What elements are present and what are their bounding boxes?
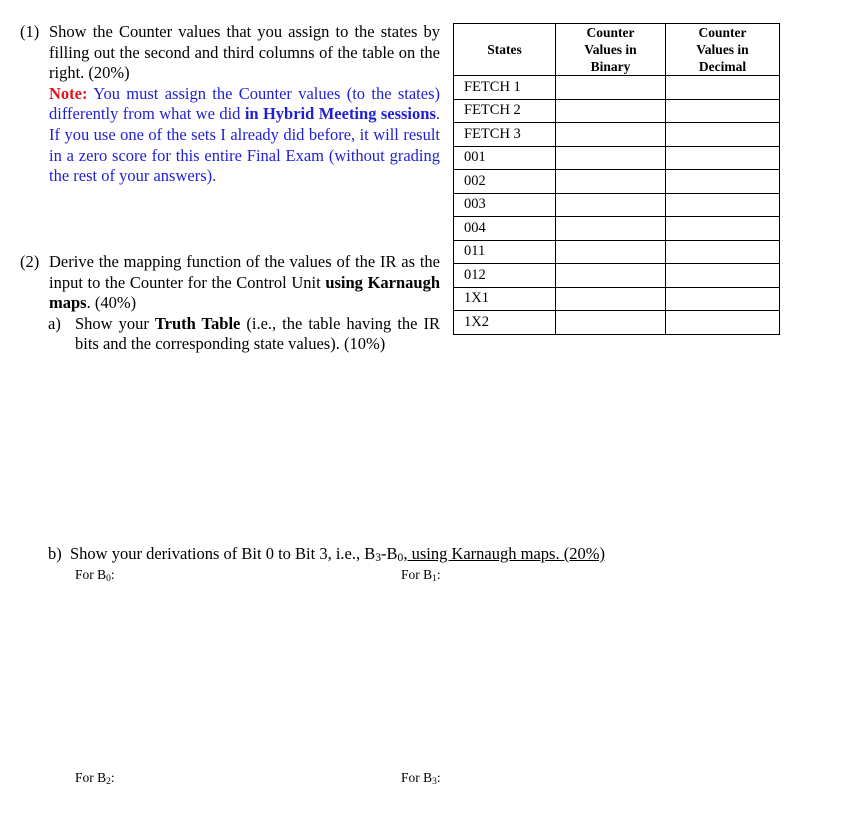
decimal-value-cell[interactable] (666, 76, 780, 100)
state-cell: 1X2 (454, 311, 556, 335)
question-2-bold: using Karnaugh maps (49, 272, 441, 313)
question-2-number: (2) (20, 252, 40, 271)
question-2-paragraph (20, 252, 440, 314)
question-2b-sub-1: 3 (375, 552, 382, 564)
state-cell: 011 (454, 240, 556, 264)
header-binary (556, 24, 666, 76)
table-row (454, 99, 780, 123)
binary-value-cell[interactable] (556, 170, 666, 194)
binary-value-cell[interactable] (556, 217, 666, 241)
question-2b-text-1: Show your derivations of Bit 0 to Bit 3, i.e., B (70, 544, 376, 563)
header-states: States (454, 24, 556, 76)
label-for-b0-prefix: For B (75, 567, 107, 582)
binary-value-cell[interactable] (556, 287, 666, 311)
binary-value-cell[interactable] (556, 193, 666, 217)
label-for-b0-suffix: : (110, 567, 115, 582)
question-2-text-1: Derive the mapping function of the values of the IR as the input to the Counter for the Control Unit (49, 252, 440, 292)
table-row (454, 123, 780, 147)
label-for-b2-prefix: For B (75, 770, 107, 785)
binary-value-cell[interactable] (556, 311, 666, 335)
decimal-value-cell[interactable] (666, 170, 780, 194)
note-bold-hybrid: in Hybrid Meeting sessions (244, 104, 436, 124)
label-for-b0-sub: 0 (106, 574, 111, 584)
label-for-b1 (401, 567, 441, 583)
state-cell: 1X1 (454, 287, 556, 311)
table-row (454, 193, 780, 217)
state-cell: 001 (454, 146, 556, 170)
question-2a-bold: Truth Table (154, 313, 241, 333)
question-2a-text-2: (i.e., the table having the IR bits and the corresponding state values). (10%) (75, 313, 440, 354)
decimal-value-cell[interactable] (666, 240, 780, 264)
decimal-value-cell[interactable] (666, 193, 780, 217)
table-row (454, 311, 780, 335)
label-for-b1-sub: 1 (432, 574, 437, 584)
state-cell: 002 (454, 170, 556, 194)
question-2b-number: b) (48, 544, 62, 563)
header-binary-label: Counter Values in Binary (584, 25, 637, 74)
label-for-b3-prefix: For B (401, 770, 433, 785)
note-text-1: You must assign the Counter values (to the states) differently from what we did (49, 83, 440, 124)
question-2b-text-2: -B (381, 544, 398, 563)
question-1-paragraph (20, 22, 440, 187)
label-for-b1-suffix: : (436, 567, 441, 582)
state-cell: 003 (454, 193, 556, 217)
question-2b-sub-2: 0 (397, 552, 404, 564)
decimal-value-cell[interactable] (666, 287, 780, 311)
state-cell: FETCH 3 (454, 123, 556, 147)
states-table (453, 23, 780, 335)
header-decimal (666, 24, 780, 76)
label-for-b2-suffix: : (110, 770, 115, 785)
header-decimal-label: Counter Values in Decimal (696, 25, 749, 74)
state-cell: 012 (454, 264, 556, 288)
label-for-b2-sub: 2 (106, 777, 111, 787)
question-2a-number: a) (48, 313, 61, 333)
state-cell: FETCH 1 (454, 76, 556, 100)
note-text-2: . If you use one of the sets I already did before, it will result in a zero score for this entire Final Exam (without grading the rest of your answers). (49, 104, 440, 186)
binary-value-cell[interactable] (556, 264, 666, 288)
table-header-row (454, 24, 780, 76)
question-2b (48, 544, 728, 564)
question-2-text-2: . (40%) (86, 293, 137, 313)
decimal-value-cell[interactable] (666, 123, 780, 147)
question-2 (20, 252, 440, 355)
table-row (454, 287, 780, 311)
question-1-number: (1) (20, 22, 40, 41)
decimal-value-cell[interactable] (666, 311, 780, 335)
binary-value-cell[interactable] (556, 240, 666, 264)
question-2b-text-3: , using Karnaugh maps. (20%) (403, 544, 605, 563)
label-for-b3-sub: 3 (432, 777, 437, 787)
decimal-value-cell[interactable] (666, 146, 780, 170)
question-1 (20, 22, 440, 187)
decimal-value-cell[interactable] (666, 264, 780, 288)
table-row (454, 170, 780, 194)
state-cell: 004 (454, 217, 556, 241)
table-row (454, 264, 780, 288)
table-row (454, 240, 780, 264)
table-row (454, 146, 780, 170)
label-for-b3 (401, 770, 441, 786)
label-for-b1-prefix: For B (401, 567, 433, 582)
binary-value-cell[interactable] (556, 123, 666, 147)
decimal-value-cell[interactable] (666, 217, 780, 241)
decimal-value-cell[interactable] (666, 99, 780, 123)
state-cell: FETCH 2 (454, 99, 556, 123)
binary-value-cell[interactable] (556, 146, 666, 170)
note-label: Note: (49, 83, 88, 103)
label-for-b2 (75, 770, 115, 786)
binary-value-cell[interactable] (556, 76, 666, 100)
label-for-b3-suffix: : (436, 770, 441, 785)
question-2a-text-1: Show your (75, 313, 155, 333)
label-for-b0 (75, 567, 115, 583)
table-row (454, 217, 780, 241)
question-1-text: Show the Counter values that you assign to the states by filling out the second and third columns of the table on the right. (20%) (49, 22, 440, 83)
question-2a (48, 314, 440, 355)
table-row (454, 76, 780, 100)
binary-value-cell[interactable] (556, 99, 666, 123)
